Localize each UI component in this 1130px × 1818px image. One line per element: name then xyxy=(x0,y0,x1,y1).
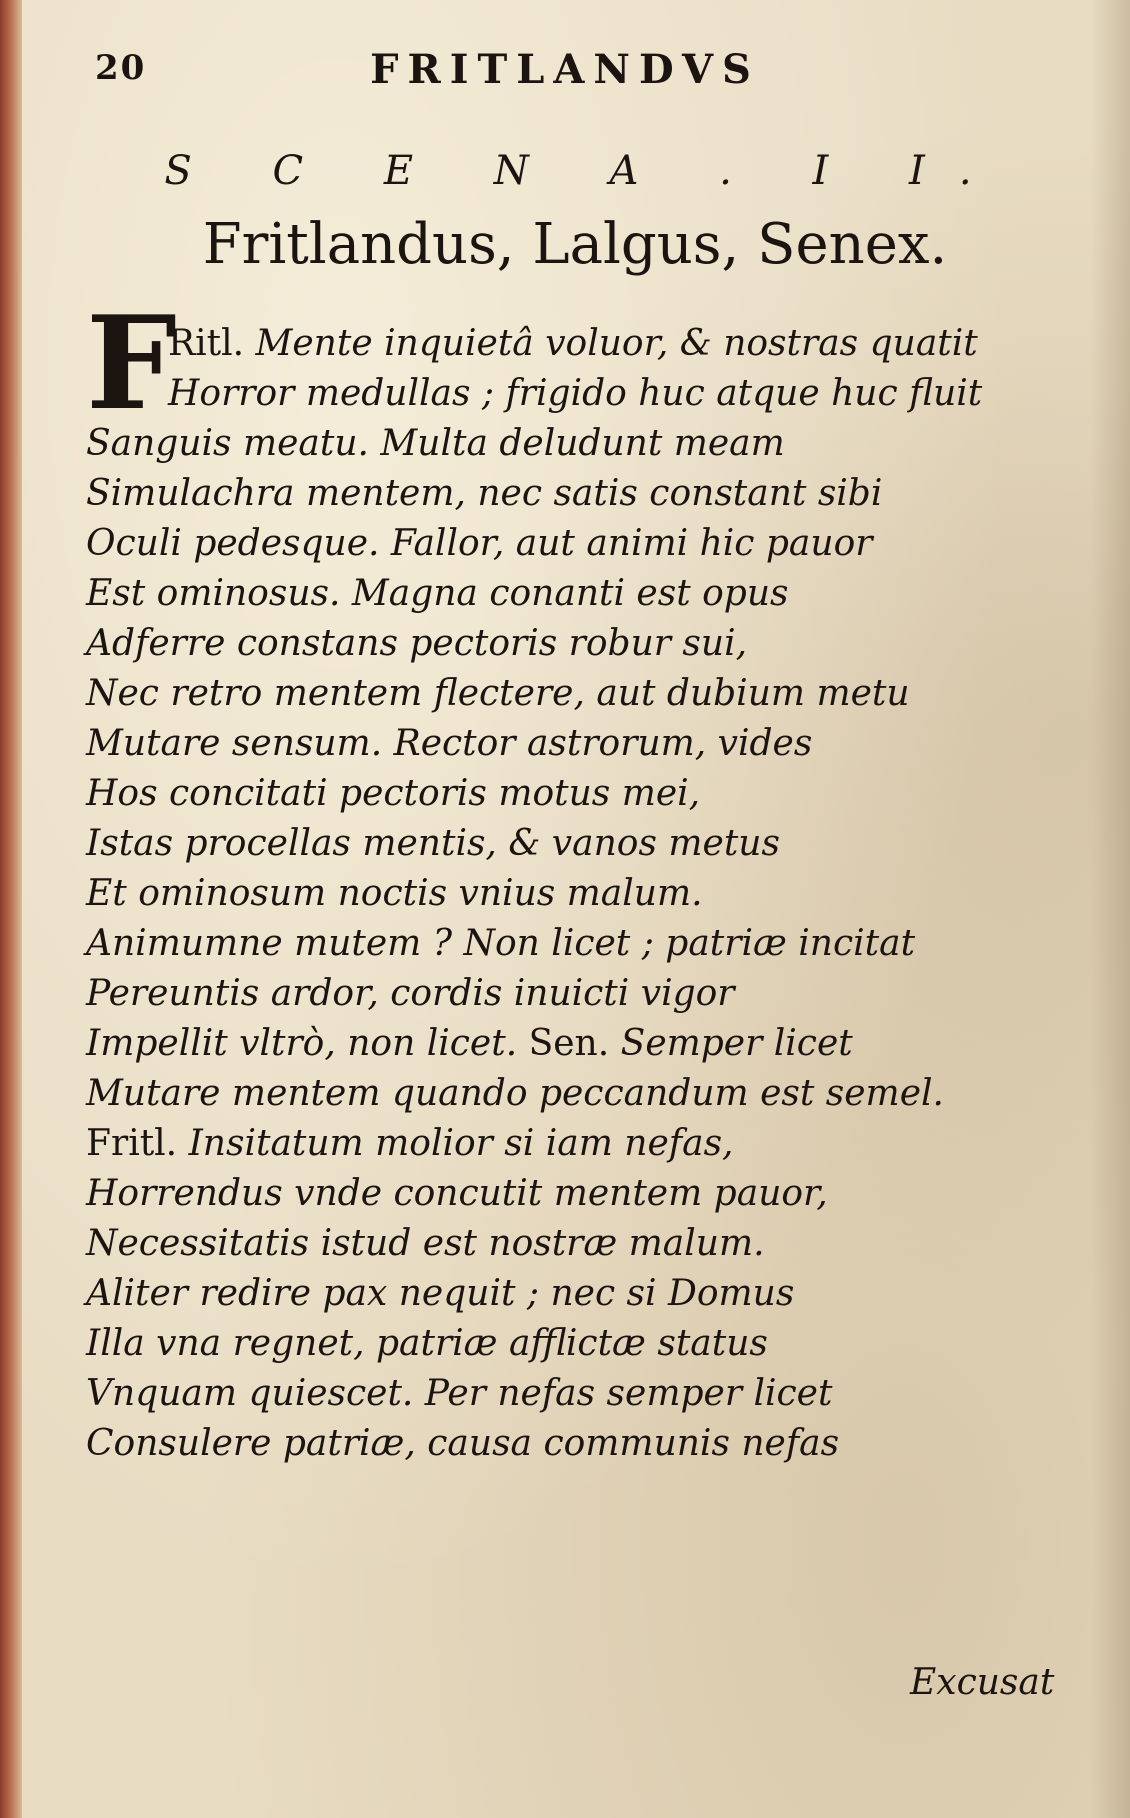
verse-text: Vnquam quiescet. Per nefas semper licet xyxy=(86,1373,833,1414)
scene-characters: Fritlandus, Lalgus, Senex. xyxy=(202,212,948,277)
verse-line xyxy=(86,470,882,518)
verse-line xyxy=(86,1070,944,1118)
verse-line xyxy=(86,1020,853,1068)
verse-text: Et ominosum noctis vnius malum. xyxy=(86,873,703,914)
verse-text: Semper licet xyxy=(620,1023,853,1064)
verse-text: Oculi pedesque. Fallor, aut animi hic pauor xyxy=(86,523,873,564)
verse-text: Consulere patriæ, causa communis nefas xyxy=(86,1423,840,1464)
verse-line xyxy=(86,420,785,468)
verse-text: Necessitatis istud est nostræ malum. xyxy=(86,1223,765,1264)
drop-cap-letter: F xyxy=(86,289,177,439)
speaker-name: Sen. xyxy=(528,1023,610,1064)
verse-text: Nec retro mentem flectere, aut dubium metu xyxy=(86,673,910,714)
verse-text: Hos concitati pectoris motus mei, xyxy=(86,773,701,814)
running-head: FRITLANDVS xyxy=(370,46,760,93)
verse-text: Pereuntis ardor, cordis inuicti vigor xyxy=(86,973,735,1014)
verse-line xyxy=(86,720,812,768)
verse-text: Simulachra mentem, nec satis constant sibi xyxy=(86,473,883,514)
verse-text: Mutare sensum. Rector astrorum, vides xyxy=(86,723,813,764)
verse-line xyxy=(86,1420,839,1468)
verse-line xyxy=(86,1270,794,1318)
page-number: 20 xyxy=(95,48,147,88)
verse-text: Sanguis meatu. Multa deludunt meam xyxy=(86,423,785,464)
verse-line xyxy=(86,820,780,868)
verse-text: Illa vna regnet, patriæ afflictæ status xyxy=(86,1323,768,1364)
verse-text: Est ominosus. Magna conanti est opus xyxy=(86,573,789,614)
verse-line xyxy=(86,770,700,818)
verse-text: Insitatum molior si iam nefas, xyxy=(188,1123,734,1164)
verse-line xyxy=(86,620,747,668)
verse-text: Istas procellas mentis, & vanos metus xyxy=(86,823,780,864)
verse-line xyxy=(86,520,872,568)
speaker-name: Ritl. xyxy=(168,323,245,364)
verse-text: Impellit vltrò, non licet. xyxy=(86,1023,518,1064)
verse-text: Mente inquietâ voluor, & nostras quatit xyxy=(255,323,978,364)
verse-line xyxy=(86,870,703,918)
verse-text: Mutare mentem quando peccandum est semel. xyxy=(86,1073,944,1114)
speaker-name: Fritl. xyxy=(86,1123,178,1164)
verse-line xyxy=(86,970,735,1018)
scene-title: S C E N A . I I. xyxy=(164,148,1006,194)
verse-line xyxy=(86,1370,832,1418)
verse-text: Horrendus vnde concutit mentem pauor, xyxy=(86,1173,828,1214)
verse-line xyxy=(86,1220,765,1268)
verse-line xyxy=(86,1170,828,1218)
verse-text: Horror medullas ; frigido huc atque huc fluit xyxy=(168,373,983,414)
verse-text: Animumne mutem ? Non licet ; patriæ incitat xyxy=(86,923,916,964)
catchword: Excusat xyxy=(910,1662,1055,1703)
verse-line xyxy=(86,1120,733,1168)
verse-text: Aliter redire pax nequit ; nec si Domus xyxy=(86,1273,795,1314)
verse-line xyxy=(86,570,789,618)
verse-text: Adferre constans pectoris robur sui, xyxy=(86,623,748,664)
verse-line xyxy=(168,370,982,418)
verse-line xyxy=(86,1320,768,1368)
verse-line xyxy=(168,320,978,368)
verse-line xyxy=(86,670,910,718)
verse-line xyxy=(86,920,915,968)
